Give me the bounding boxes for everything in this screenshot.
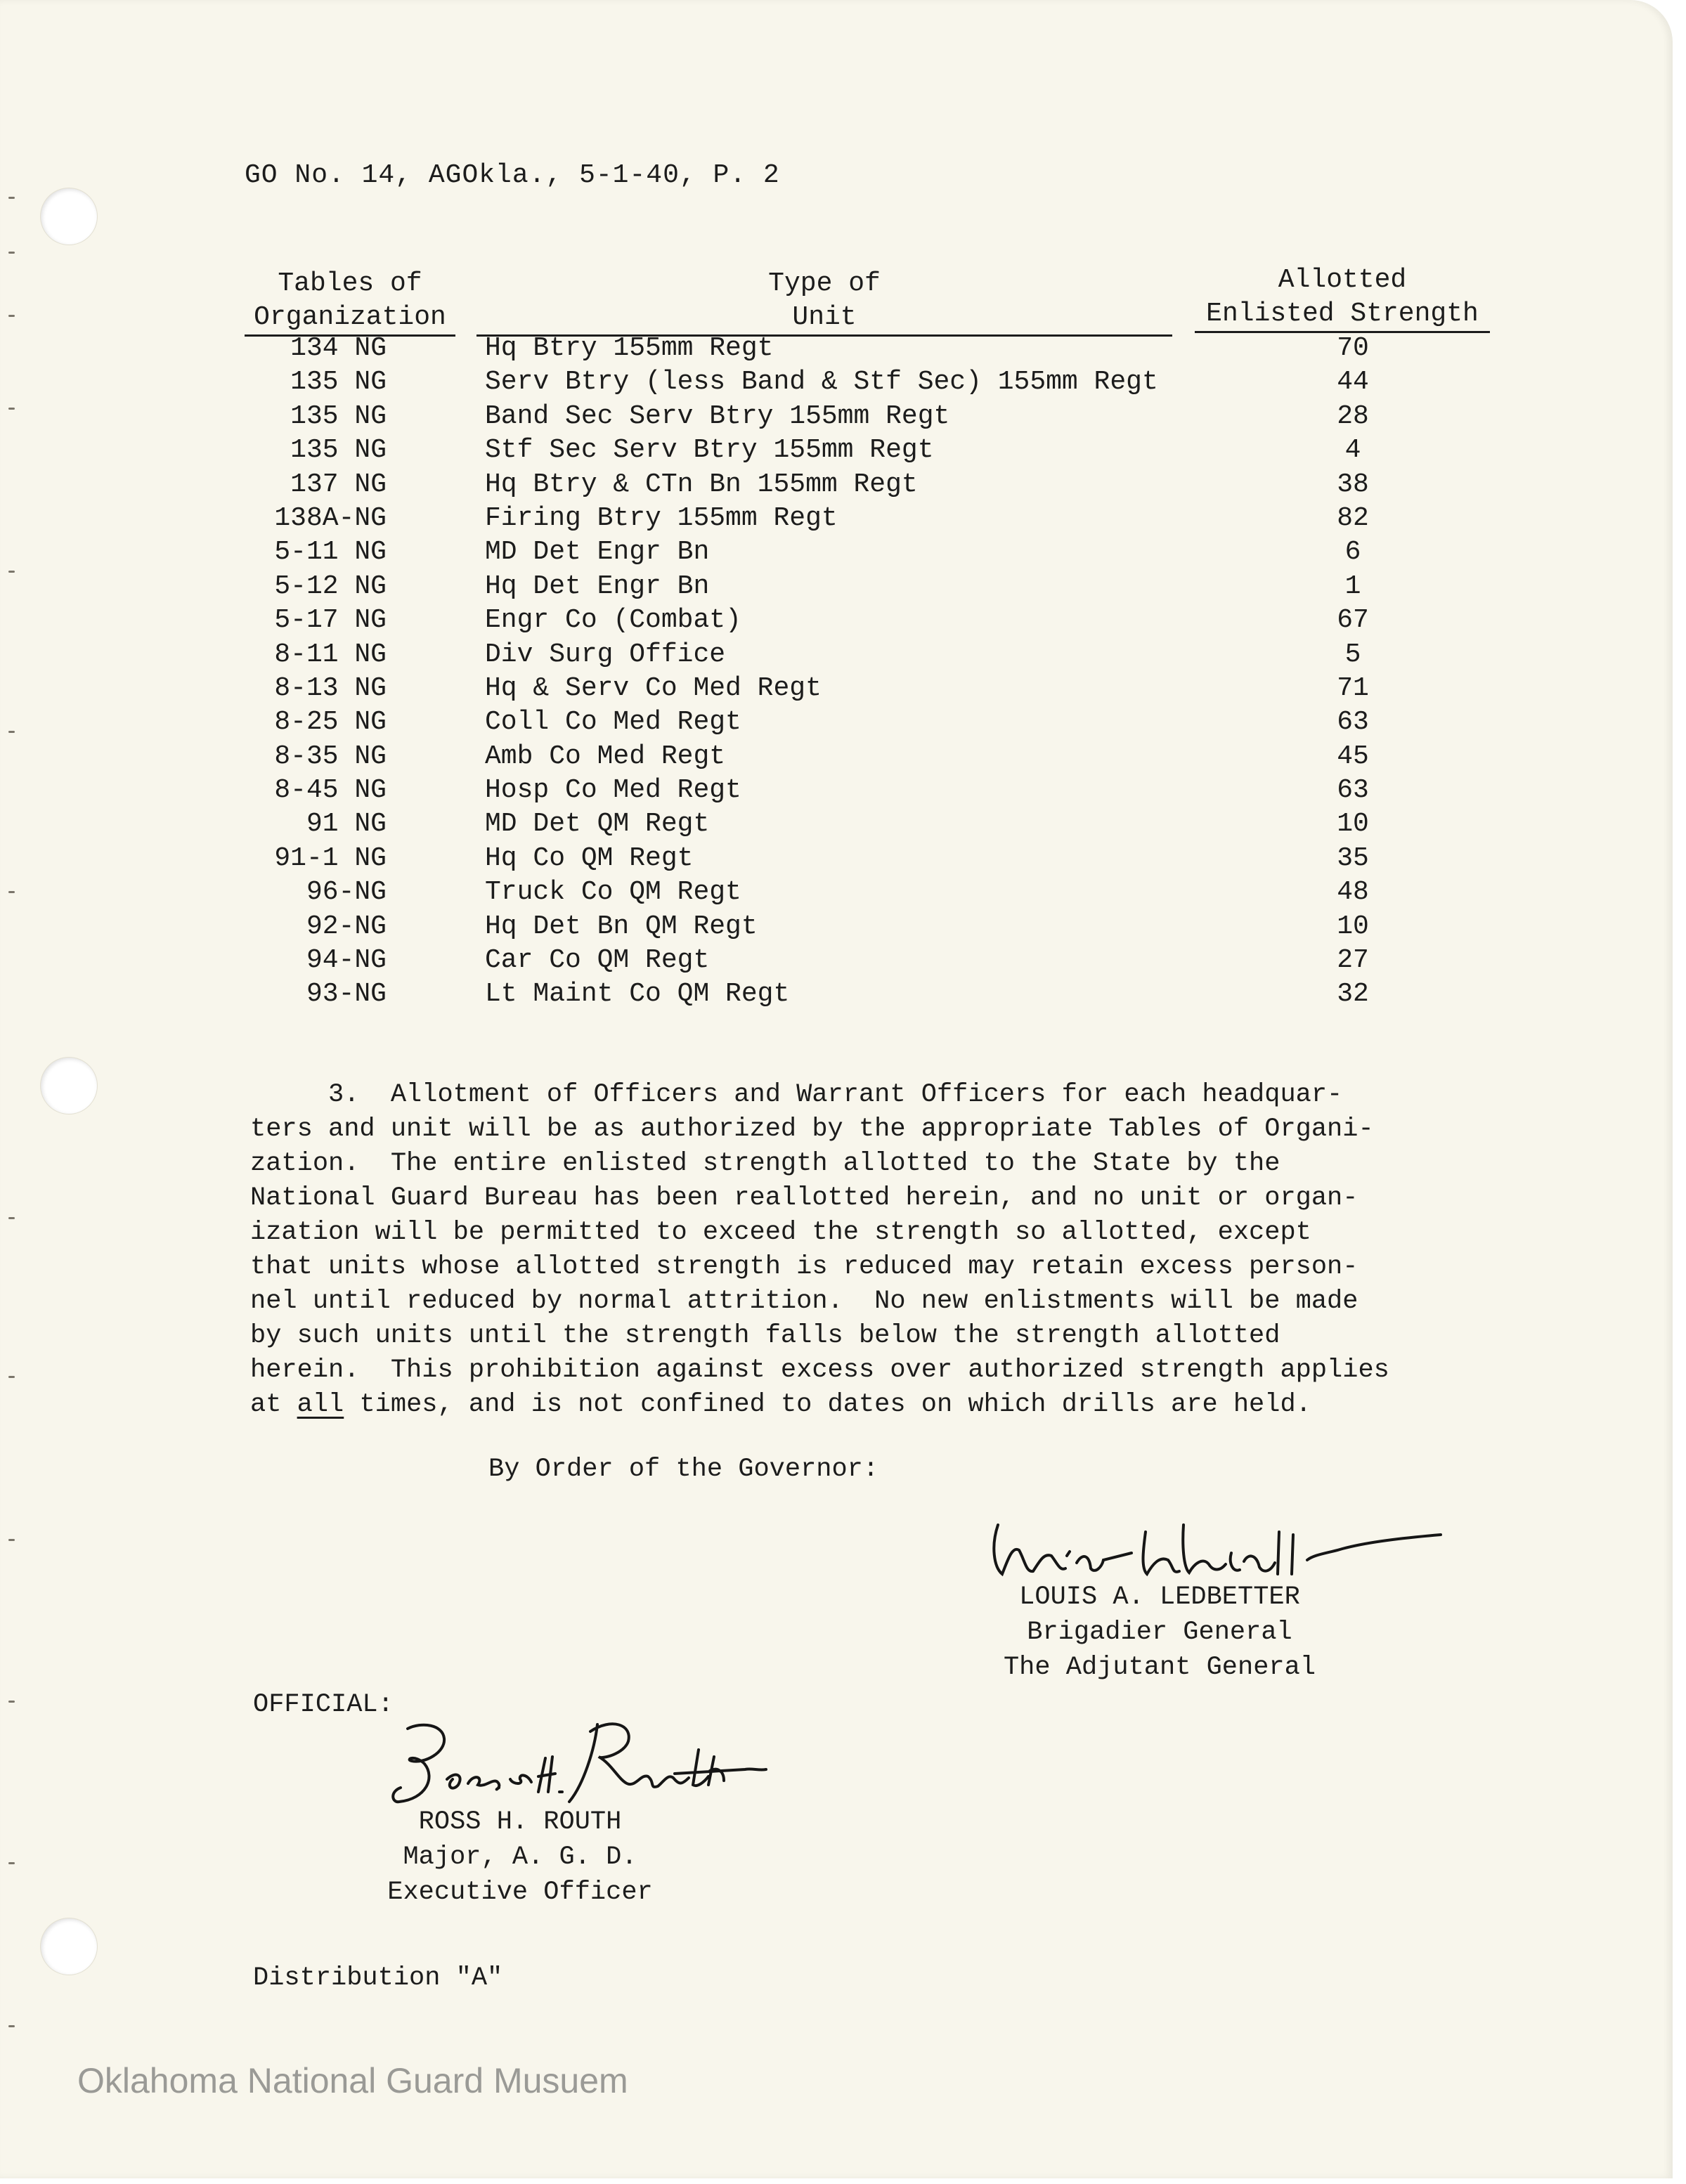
paragraph-line — [250, 1388, 1501, 1422]
official-label: OFFICIAL: — [253, 1690, 394, 1720]
table-cell-to: 8-45 NG — [274, 775, 387, 806]
binder-hole-bottom — [41, 1918, 97, 1975]
museum-watermark: Oklahoma National Guard Musuem — [77, 2061, 628, 2100]
table-row — [211, 740, 1518, 774]
table-cell-strength: 4 — [1344, 435, 1361, 466]
signer-rank: Brigadier General — [1027, 1618, 1292, 1647]
table-cell-unit: Hq Btry 155mm Regt — [485, 333, 774, 363]
table-cell-strength: 67 — [1337, 605, 1369, 636]
margin-mark — [8, 197, 15, 199]
table-cell-unit: MD Det QM Regt — [485, 809, 710, 840]
paragraph-3 — [250, 1078, 1501, 1422]
table-cell-strength: 10 — [1337, 809, 1369, 840]
margin-mark — [8, 2025, 15, 2027]
table-row — [211, 468, 1518, 502]
table-cell-unit: Amb Co Med Regt — [485, 741, 726, 772]
margin-mark — [8, 1701, 15, 1703]
table-cell-unit: Hosp Co Med Regt — [485, 775, 741, 806]
paragraph-text: at — [250, 1390, 297, 1419]
table-cell-unit: Hq & Serv Co Med Regt — [485, 672, 822, 703]
table-cell-unit: Serv Btry (less Band & Stf Sec) 155mm Regt — [485, 367, 1158, 398]
table-cell-to: 96-NG — [306, 877, 387, 908]
table-cell-unit: Car Co QM Regt — [485, 945, 710, 976]
table-cell-strength: 48 — [1337, 877, 1369, 908]
distribution-line: Distribution "A" — [253, 1963, 503, 1993]
table-cell-to: 134 NG — [290, 333, 387, 363]
table-row — [211, 842, 1518, 876]
table-cell-to: 91-1 NG — [274, 843, 387, 873]
table-cell-to: 135 NG — [290, 367, 387, 398]
table-cell-strength: 38 — [1337, 469, 1369, 500]
table-cell-to: 5-11 NG — [274, 537, 387, 568]
table-cell-to: 137 NG — [290, 469, 387, 500]
allotment-table — [211, 332, 1518, 1012]
table-cell-unit: Lt Maint Co QM Regt — [485, 979, 790, 1010]
paragraph-line: that units whose allotted strength is reduced may retain excess person- — [250, 1252, 1358, 1282]
paragraph-line: herein. This prohibition against excess over authorized strength applies — [250, 1356, 1389, 1385]
table-row — [211, 706, 1518, 739]
margin-mark — [8, 1376, 15, 1378]
margin-mark — [8, 1862, 15, 1864]
table-cell-strength: 63 — [1337, 775, 1369, 806]
table-cell-strength: 5 — [1344, 639, 1361, 670]
table-row — [211, 638, 1518, 672]
binder-hole-middle — [41, 1058, 97, 1114]
signer-title: The Adjutant General — [1003, 1653, 1316, 1682]
signer-name: ROSS H. ROUTH — [418, 1807, 622, 1837]
signer-name: LOUIS A. LEDBETTER — [1019, 1582, 1300, 1612]
ledbetter-signature-block — [977, 1580, 1342, 1685]
paragraph-text: times, and is not confined to dates on which drills are held. — [344, 1390, 1311, 1419]
table-cell-strength: 63 — [1337, 707, 1369, 738]
table-cell-to: 8-35 NG — [274, 741, 387, 772]
table-cell-unit: Coll Co Med Regt — [485, 707, 741, 738]
column-header-line: Tables of — [278, 268, 422, 299]
table-cell-unit: Hq Det Bn QM Regt — [485, 911, 758, 942]
table-cell-unit: Band Sec Serv Btry 155mm Regt — [485, 401, 950, 431]
table-row — [211, 434, 1518, 467]
table-cell-to: 8-13 NG — [274, 672, 387, 703]
table-cell-to: 5-12 NG — [274, 571, 387, 602]
routh-signature — [380, 1715, 773, 1813]
binder-hole-top — [41, 188, 97, 245]
table-row — [211, 332, 1518, 365]
paragraph-line: zation. The entire enlisted strength allotted to the State by the — [250, 1149, 1280, 1178]
table-cell-strength: 70 — [1337, 333, 1369, 363]
column-header-line: Allotted — [1278, 265, 1407, 295]
table-cell-strength: 82 — [1337, 502, 1369, 533]
column-header-allotted-enlisted-strength — [1195, 264, 1490, 333]
column-header-line: Unit — [476, 301, 1172, 337]
table-cell-strength: 71 — [1337, 672, 1369, 703]
table-cell-to: 92-NG — [306, 911, 387, 942]
by-order-line: By Order of the Governor: — [488, 1455, 879, 1484]
table-row — [211, 604, 1518, 637]
table-row — [211, 910, 1518, 944]
table-cell-strength: 28 — [1337, 401, 1369, 431]
table-row — [211, 672, 1518, 706]
margin-mark — [8, 1539, 15, 1541]
table-cell-to: 94-NG — [306, 945, 387, 976]
column-header-tables-of-organization — [245, 267, 455, 337]
table-cell-to: 8-11 NG — [274, 639, 387, 670]
table-cell-to: 8-25 NG — [274, 707, 387, 738]
table-row — [211, 944, 1518, 977]
table-cell-unit: Truck Co QM Regt — [485, 877, 741, 908]
table-cell-to: 91 NG — [306, 809, 387, 840]
table-cell-unit: Hq Co QM Regt — [485, 843, 694, 873]
margin-mark — [8, 408, 15, 410]
underlined-word: all — [297, 1390, 344, 1419]
paragraph-line: nel until reduced by normal attrition. No new enlistments will be made — [250, 1287, 1358, 1316]
table-row — [211, 502, 1518, 535]
paragraph-line: 3. Allotment of Officers and Warrant Officers for each headquar- — [250, 1080, 1343, 1110]
table-cell-strength: 45 — [1337, 741, 1369, 772]
routh-signature-block — [351, 1805, 689, 1910]
column-header-line: Type of — [768, 268, 881, 299]
table-cell-to: 138A-NG — [274, 502, 387, 533]
table-row — [211, 535, 1518, 569]
document-header: GO No. 14, AGOkla., 5-1-40, P. 2 — [245, 160, 780, 190]
table-row — [211, 365, 1518, 399]
table-row — [211, 774, 1518, 807]
table-cell-strength: 35 — [1337, 843, 1369, 873]
table-cell-unit: Engr Co (Combat) — [485, 605, 741, 636]
table-cell-unit: Firing Btry 155mm Regt — [485, 502, 838, 533]
paragraph-line: by such units until the strength falls below the strength allotted — [250, 1321, 1280, 1351]
scan-margin — [1673, 0, 1686, 2184]
paragraph-line: ization will be permitted to exceed the strength so allotted, except — [250, 1218, 1311, 1247]
table-cell-unit: Hq Btry & CTn Bn 155mm Regt — [485, 469, 918, 500]
table-cell-unit: Div Surg Office — [485, 639, 726, 670]
signer-rank: Major, A. G. D. — [403, 1842, 637, 1872]
table-cell-to: 5-17 NG — [274, 605, 387, 636]
margin-mark — [8, 731, 15, 733]
margin-mark — [8, 252, 15, 254]
paragraph-line: ters and unit will be as authorized by the appropriate Tables of Organi- — [250, 1114, 1374, 1144]
table-cell-strength: 6 — [1344, 537, 1361, 568]
table-cell-strength: 44 — [1337, 367, 1369, 398]
paragraph-line: National Guard Bureau has been reallotted herein, and no unit or organ- — [250, 1183, 1358, 1213]
table-row — [211, 977, 1518, 1011]
margin-mark — [8, 571, 15, 573]
column-header-line: Enlisted Strength — [1195, 297, 1490, 333]
table-cell-unit: MD Det Engr Bn — [485, 537, 710, 568]
table-cell-strength: 10 — [1337, 911, 1369, 942]
table-cell-to: 93-NG — [306, 979, 387, 1010]
table-cell-strength: 1 — [1344, 571, 1361, 602]
column-header-line: Organization — [245, 301, 455, 337]
table-cell-to: 135 NG — [290, 401, 387, 431]
table-cell-strength: 32 — [1337, 979, 1369, 1010]
table-row — [211, 400, 1518, 434]
table-row — [211, 807, 1518, 841]
margin-mark — [8, 315, 15, 317]
table-cell-to: 135 NG — [290, 435, 387, 466]
table-cell-unit: Stf Sec Serv Btry 155mm Regt — [485, 435, 934, 466]
table-row — [211, 570, 1518, 604]
column-header-type-of-unit — [476, 267, 1172, 337]
table-cell-strength: 27 — [1337, 945, 1369, 976]
margin-mark — [8, 1217, 15, 1219]
signer-title: Executive Officer — [387, 1878, 653, 1907]
table-row — [211, 876, 1518, 909]
margin-mark — [8, 891, 15, 893]
table-cell-unit: Hq Det Engr Bn — [485, 571, 710, 602]
